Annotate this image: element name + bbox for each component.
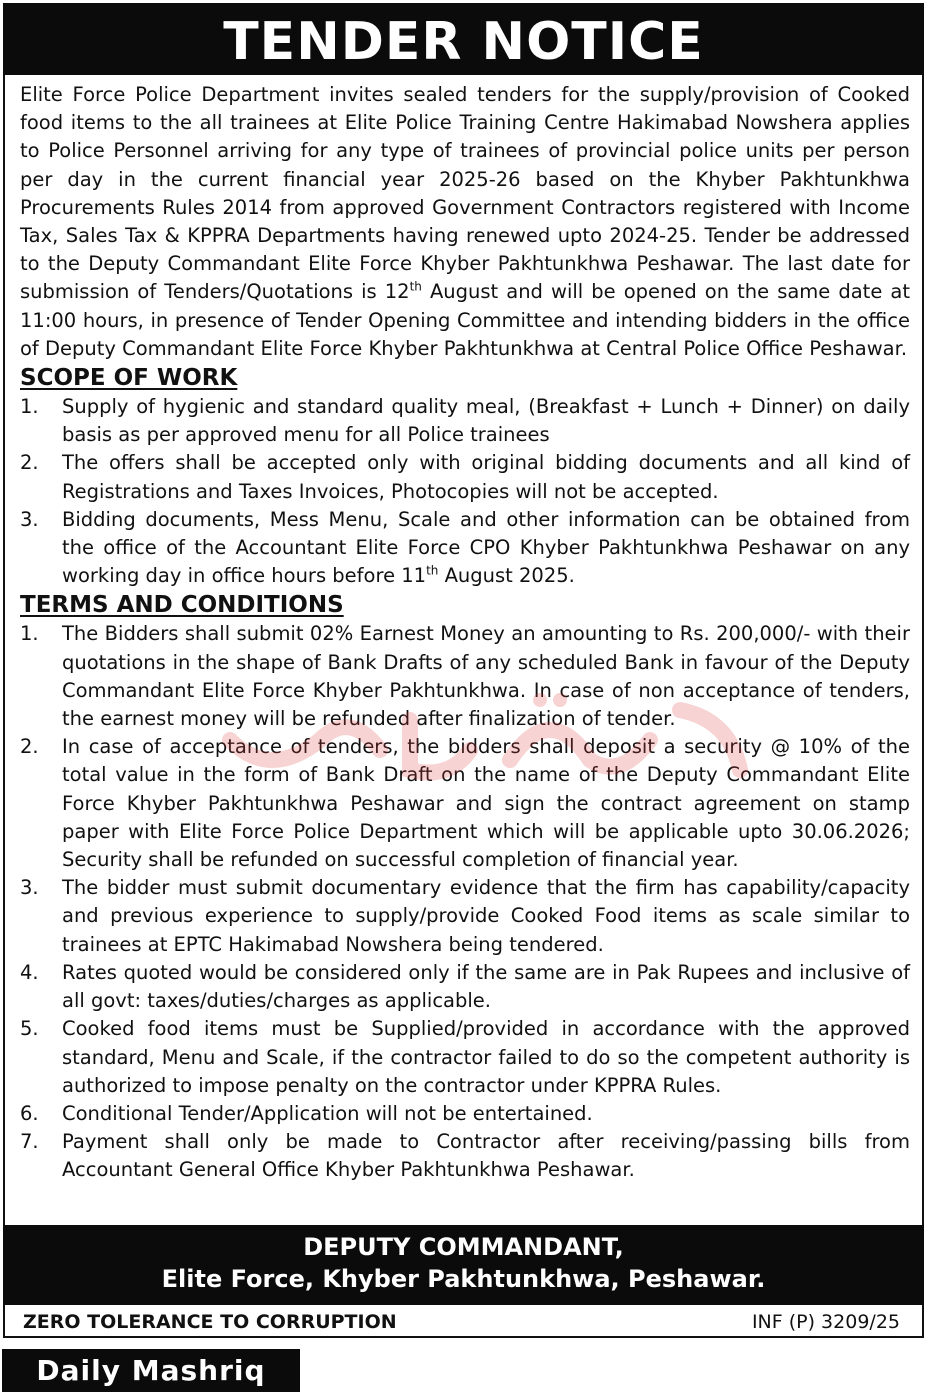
terms-item <box>20 733 910 874</box>
terms-item <box>20 1015 910 1100</box>
signature-office: Elite Force, Khyber Pakhtunkhwa, Peshawar. <box>161 1265 766 1293</box>
scope-item-number: 1. <box>20 395 39 419</box>
terms-item <box>20 1128 910 1184</box>
scope-item-superscript: th <box>426 563 439 578</box>
terms-item <box>20 959 910 1015</box>
scope-item-text-a: Bidding documents, Mess Menu, Scale and other information can be obtained from the office of the Accountant Elite Force CPO Khyber Pakhtunkhwa Peshawar on any working day in office hours before 11 <box>62 507 910 588</box>
terms-heading: TERMS AND CONDITIONS <box>20 592 344 619</box>
terms-item <box>20 620 910 733</box>
scope-item-number: 2. <box>20 451 39 475</box>
scope-item <box>20 393 910 449</box>
notice-title: TENDER NOTICE <box>3 3 924 75</box>
scope-item-text-b: August 2025. <box>438 564 575 588</box>
notice-body <box>20 81 910 1185</box>
terms-item-text: The Bidders shall submit 02% Earnest Money an amounting to Rs. 200,000/- with their quotations in the shape of Bank Drafts of any scheduled Bank in favour of the Deputy Commandant Elite Force Khyber Pakhtunkhwa. In case of non acceptance of tenders, the earnest money will be refunded after finalization of tender. <box>62 622 910 731</box>
terms-item-number: 3. <box>20 876 39 900</box>
terms-item <box>20 1100 910 1128</box>
terms-item <box>20 874 910 959</box>
terms-item-number: 2. <box>20 735 39 759</box>
corruption-slogan: ZERO TOLERANCE TO CORRUPTION <box>23 1311 397 1333</box>
scope-heading: SCOPE OF WORK <box>20 365 238 392</box>
scope-list <box>20 393 910 590</box>
scope-item-text: The offers shall be accepted only with original bidding documents and all kind of Registrations and Taxes Invoices, Photocopies will not be accepted. <box>62 451 910 503</box>
terms-item-number: 1. <box>20 622 39 646</box>
intro-paragraph <box>20 81 910 363</box>
footer-row <box>3 1307 924 1338</box>
publication-tag: Daily Mashriq <box>2 1349 300 1392</box>
terms-item-text: Conditional Tender/Application will not be entertained. <box>62 1101 593 1125</box>
terms-item-number: 4. <box>20 960 39 984</box>
reference-number: INF (P) 3209/25 <box>751 1311 900 1333</box>
terms-item-number: 5. <box>20 1017 39 1041</box>
scope-item-number: 3. <box>20 507 39 531</box>
terms-item-text: The bidder must submit documentary evidence that the firm has capability/capacity and previous experience to supply/provide Cooked Food items as scale similar to trainees at EPTC Hakimabad Nowshera being tendered. <box>62 876 910 956</box>
scope-item-text <box>62 506 910 591</box>
terms-item-text: Cooked food items must be Supplied/provided in accordance with the approved standard, Menu and Scale, if the contractor failed to do so the competent authority is authorized to impose penalty on the contractor under KPPRA Rules. <box>62 1017 910 1097</box>
intro-text-part1: Elite Force Police Department invites sealed tenders for the supply/provision of Cooked food items to the all trainees at Elite Police Training Centre Hakimabad Nowshera applies to Police Personnel arriving for any type of trainees of provincial police units per person per day in the current financial year 2025-26 based on the Khyber Pakhtunkhwa Procurements Rules 2014 from approved Government Contractors registered with Income Tax, Sales Tax & KPPRA Departments having renewed upto 2024-25. Tender be addressed to the Deputy Commandant Elite Force Khyber Pakhtunkhwa Peshawar. The last date for submission of Tenders/Quotations is 12 <box>20 83 910 304</box>
terms-list <box>20 620 910 1184</box>
terms-item-text: Payment shall only be made to Contractor after receiving/passing bills from Accountant General Office Khyber Pakhtunkhwa Peshawar. <box>62 1130 910 1182</box>
intro-text-part2: August and will be opened on the same date at 11:00 hours, in presence of Tender Opening Committee and intending bidders in the office of Deputy Commandant Elite Force Khyber Pakhtunkhwa at Central Police Office Peshawar. <box>20 280 910 360</box>
terms-item-number: 6. <box>20 1101 39 1125</box>
signature-title: DEPUTY COMMANDANT, <box>303 1233 624 1261</box>
terms-item-text: In case of acceptance of tenders, the bidders shall deposit a security @ 10% of the total value in the form of Bank Draft on the name of the Deputy Commandant Elite Force Khyber Pakhtunkhwa Peshawar and sign the contract agreement on stamp paper with Elite Force Police Department which will be applicable upto 30.06.2026; Security shall be refunded on successful completion of financial year. <box>62 735 910 872</box>
scope-item <box>20 506 910 591</box>
scope-item <box>20 449 910 505</box>
terms-item-number: 7. <box>20 1130 39 1154</box>
intro-superscript: th <box>409 279 422 294</box>
terms-item-text: Rates quoted would be considered only if the same are in Pak Rupees and inclusive of all govt: taxes/duties/charges as applicable. <box>62 960 910 1013</box>
signature-block <box>3 1225 924 1305</box>
scope-item-text: Supply of hygienic and standard quality meal, (Breakfast + Lunch + Dinner) on daily basis as per approved menu for all Police trainees <box>62 395 910 447</box>
